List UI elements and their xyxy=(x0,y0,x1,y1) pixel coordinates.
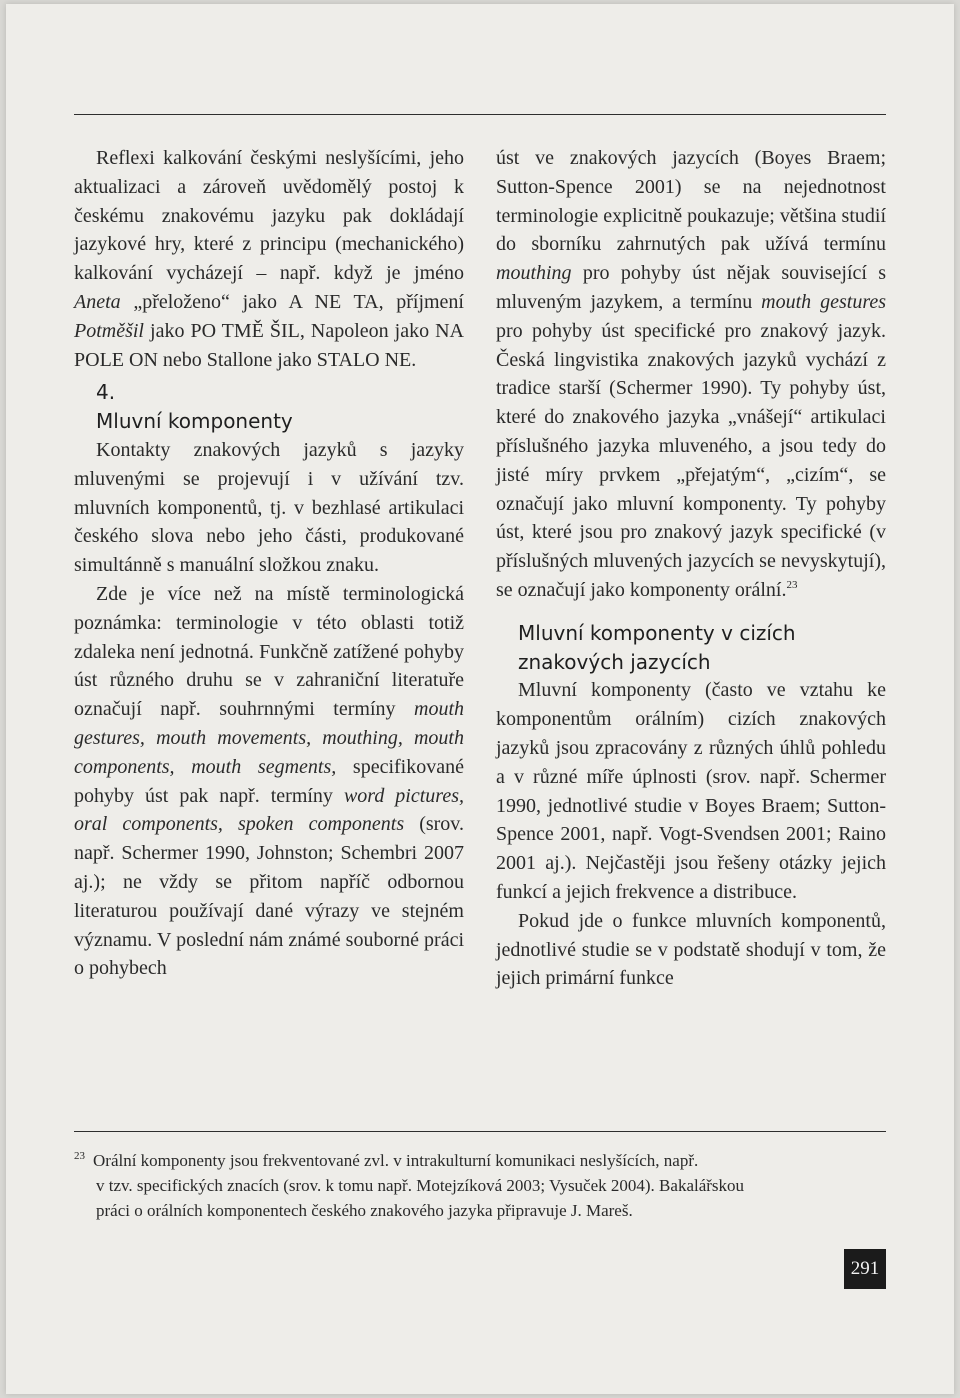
paragraph-contacts: Kontakty znakových jazyků s jazyky mluvenými se projevují i v užívání tzv. mluvních komponentů, tj. v bezhlasé artikulaci českého slova nebo jeho části, produkované simultánně s manuální složkou znaku. xyxy=(74,438,464,577)
page-number: 291 xyxy=(844,1249,886,1289)
paragraph-terminology: Zde je více než na místě terminologická poznámka: terminologie v této oblasti totiž zdaleka není jednotná. Funkčně zatížené pohyby úst různého druhu se v zahraniční literatuře označují např. souhrnnými termíny mouth gestures, mouth movements, mouthing, mouth components, mouth segments, specifikované pohyby úst pak např. termíny word pictures, oral components, spoken components (srov. např. Schermer 1990, Johnston; Schembri 2007 aj.); ne vždy se přitom napříč odbornou literaturou používají dané výrazy ve stejném významu. V poslední nám známé souborné práci o pohybech xyxy=(74,582,465,980)
right-column xyxy=(496,144,886,993)
book-page xyxy=(6,4,954,1394)
footnote-line-2: v tzv. specifických znacích (srov. k tomu např. Motejzíková 2003; Vysuček 2004). Bakalářskou xyxy=(96,1176,745,1195)
footnote-line-1: $^{23}$ Orální komponenty jsou frekventované zvl. v intrakulturní komunikaci neslyšících, např. xyxy=(74,1150,699,1170)
footnote-mark: 23 xyxy=(74,1150,85,1162)
paragraph-foreign-languages: Mluvní komponenty (často ve vztahu ke komponentům orálním) cizích znakových jazyků jsou zpracovány z různých úhlů pohledu a v různé míře úplnosti (srov. např. Schermer 1990, jednotlivé studie v Boyes Braem; Sutton-Spence 2001, např. Vogt-Svendsen 2001; Raino 2001 aj.). Nejčastěji jsou řešeny otázky jejich funkcí a jejich frekvence a distribuce. xyxy=(496,679,886,903)
paragraph-wordplay: Reflexi kalkování českými neslyšícími, jeho aktualizaci a zároveň uvědomělý postoj k českému znakovému jazyku pak dokládají jazykové hry, které z principu (mechanického) kalkování vycházejí – např. když je jméno Aneta „přeloženo“ jako A NE TA, příjmení Potměšil jako PO TMĚ ŠIL, Napoleon jako NA POLE ON nebo Stallone jako STALO NE. xyxy=(74,147,464,371)
paragraph-terminology-cont: úst ve znakových jazycích (Boyes Braem; Sutton-Spence 2001) se na nejednotnost terminologie explicitně poukazuje; většina studií do sborníku zahrnutých pak užívá termínu mouthing pro pohyby úst nějak související s mluveným jazykem, a termínu mouth gestures pro pohyby úst specifické pro znakový jazyk. Česká lingvistika znakových jazyků vychází z tradice starší (Schermer 1990). Ty pohyby úst, které do znakového jazyka „vnášejí“ artikulaci příslušného jazyka mluveného, a jsou tedy do jisté míry prvkem „přejatým“, „cizím“, se označují jako mluvní komponenty. Ty pohyby úst, které jsou pro znakový jazyk specifické (v příslušných mluvených jazycích se nevyskytují), se označují jako komponenty orální.$^{23}$ xyxy=(496,147,887,601)
section-number: 4. xyxy=(96,380,116,405)
left-column xyxy=(74,144,464,983)
footnote xyxy=(74,1144,886,1223)
top-rule xyxy=(74,114,886,115)
footnote-reference: 23 xyxy=(786,578,798,591)
subsection-title: Mluvní komponenty v cizích znakových jazycích xyxy=(518,620,796,674)
paragraph-functions: Pokud jde o funkce mluvních komponentů, jednotlivé studie se v podstatě shodují v tom, že jejich primární funkce xyxy=(496,909,886,990)
footnote-rule xyxy=(74,1131,886,1132)
section-title: Mluvní komponenty xyxy=(96,409,293,434)
footnote-line-3: práci o orálních komponentech českého znakového jazyka připravuje J. Mareš. xyxy=(96,1201,633,1220)
